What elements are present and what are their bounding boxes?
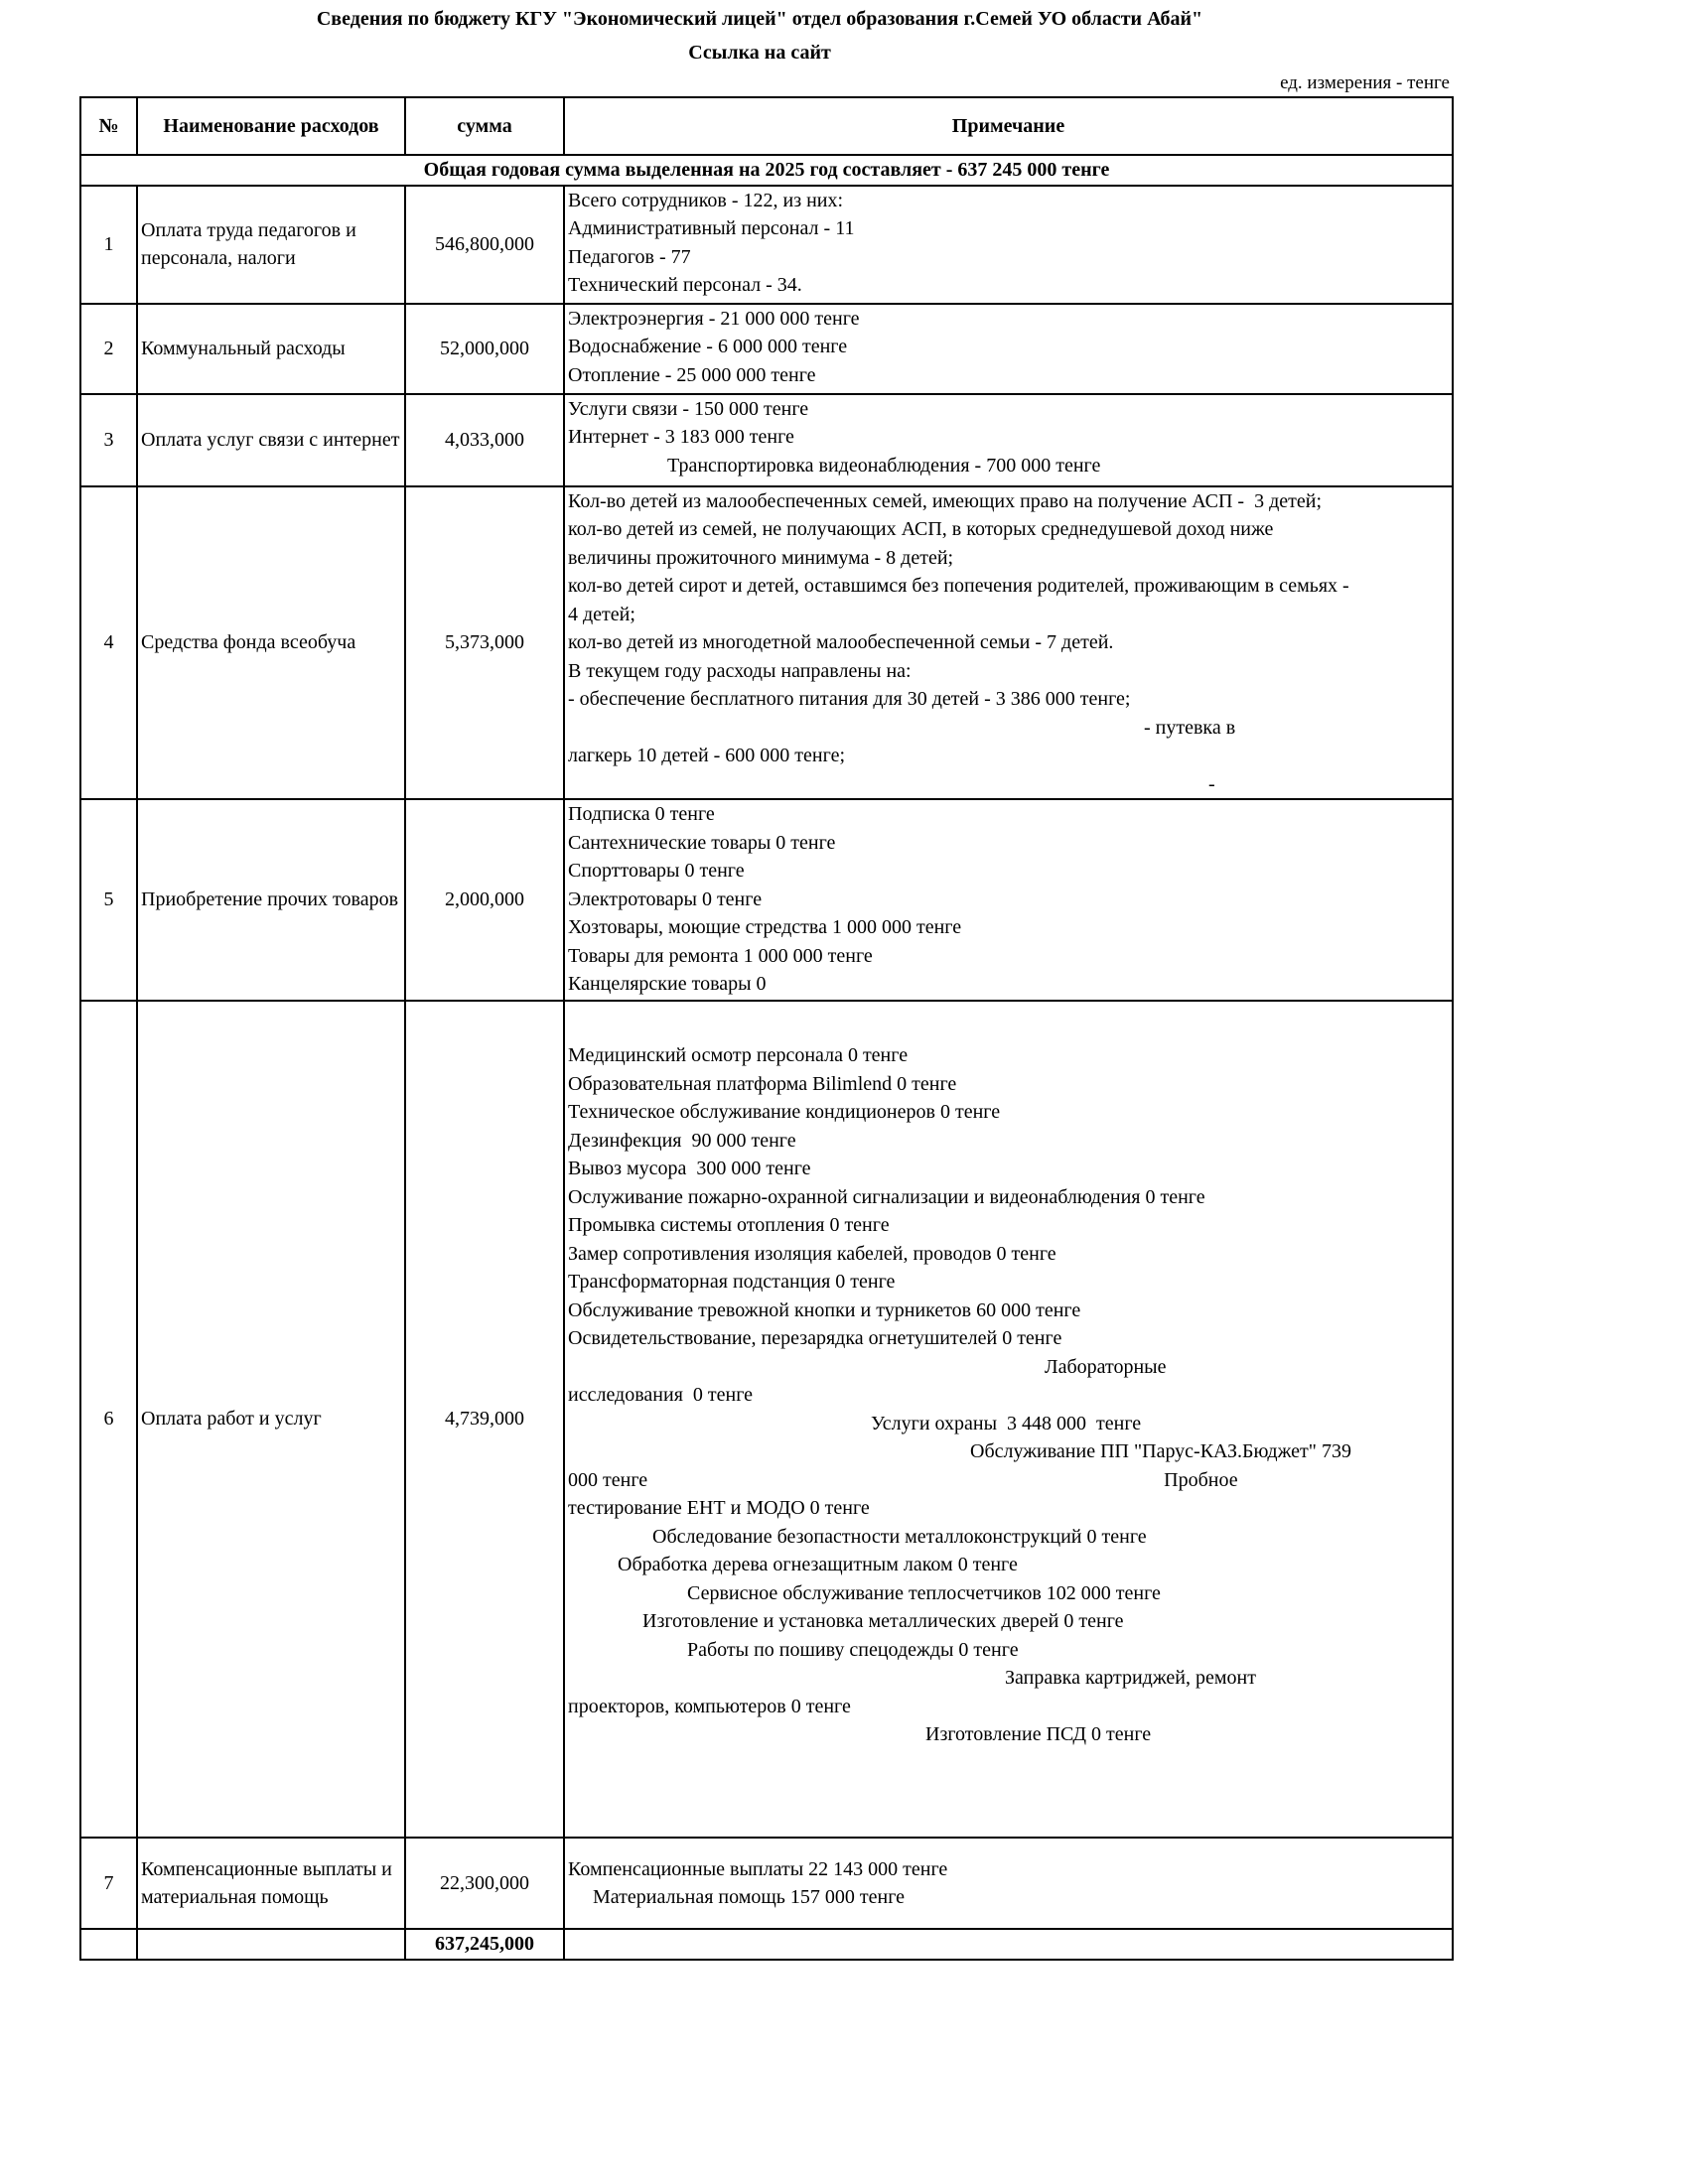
table-row (80, 186, 1453, 304)
row-number: 7 (80, 1838, 137, 1929)
empty-cell (80, 1929, 137, 1960)
expense-sum: 546,800,000 (405, 186, 564, 304)
note-line: Отопление - 25 000 000 тенге (568, 363, 816, 386)
table-row (80, 486, 1453, 800)
expense-note (564, 1838, 1453, 1929)
note-line: Электроэнергия - 21 000 000 тенге (568, 307, 860, 330)
note-line: Подписка 0 тенге (568, 803, 715, 825)
note-line: Товары для ремонта 1 000 000 тенге (568, 944, 873, 967)
note-line: кол-во детей из многодетной малообеспеченной семьи - 7 детей. (568, 631, 1114, 653)
note-line: Медицинский осмотр персонала 0 тенге (568, 1044, 909, 1066)
note-line: - (568, 772, 1215, 795)
row-number: 3 (80, 394, 137, 486)
note-line: Лабораторные (568, 1355, 1167, 1378)
note-line: Обследование безопастности металлоконструкций 0 тенге (568, 1525, 1147, 1548)
note-line: Административный персонал - 11 (568, 217, 855, 239)
column-header-expense-name: Наименование расходов (137, 97, 405, 155)
note-line: Услуги связи - 150 000 тенге (568, 397, 809, 420)
row-number: 4 (80, 486, 137, 800)
note-line: - путевка в (568, 716, 1236, 739)
note-line: лагкерь 10 детей - 600 000 тенге; (568, 745, 846, 766)
column-header-note: Примечание (564, 97, 1453, 155)
note-line: проекторов, компьютеров 0 тенге (568, 1695, 851, 1717)
budget-table (79, 96, 1454, 1961)
note-line: Дезинфекция 90 000 тенге (568, 1129, 796, 1152)
expense-sum: 2,000,000 (405, 799, 564, 1001)
note-line: тестирование ЕНТ и МОДО 0 тенге (568, 1497, 870, 1519)
note-line: Работы по пошиву спецодежды 0 тенге (568, 1638, 1019, 1661)
note-line: исследования 0 тенге (568, 1384, 754, 1406)
row-number: 1 (80, 186, 137, 304)
empty-cell (137, 1929, 405, 1960)
expense-note (564, 486, 1453, 800)
row-number: 2 (80, 304, 137, 394)
note-line: Педагогов - 77 (568, 245, 691, 268)
table-row (80, 394, 1453, 486)
note-line: Интернет - 3 183 000 тенге (568, 426, 794, 448)
expense-sum: 5,373,000 (405, 486, 564, 800)
note-line: В текущем году расходы направлены на: (568, 659, 912, 682)
note-line: Транспортировка видеонаблюдения - 700 000 тенге (568, 454, 1101, 477)
row-number: 5 (80, 799, 137, 1001)
note-line: Трансформаторная подстанция 0 тенге (568, 1271, 896, 1293)
note-line: Изготовление и установка металлических дверей 0 тенге (568, 1610, 1124, 1632)
note-line: Вывоз мусора 300 000 тенге (568, 1158, 811, 1179)
note-line: Заправка картриджей, ремонт (568, 1667, 1256, 1689)
note-line: Компенсационные выплаты 22 143 000 тенге (568, 1857, 948, 1880)
expense-name: Оплата труда педагогов и персонала, налоги (137, 186, 405, 304)
units-label: ед. измерения - тенге (1280, 72, 1450, 93)
expense-note (564, 304, 1453, 394)
note-line: Оcлуживание пожарно-охранной сигнализации и видеонаблюдения 0 тенге (568, 1185, 1205, 1208)
note-line: Материальная помощь 157 000 тенге (568, 1886, 906, 1908)
note-line: 000 тенге Пробное (568, 1468, 1238, 1491)
expense-note (564, 799, 1453, 1001)
table-row (80, 799, 1453, 1001)
note-line: Освидетельствование, перезарядка огнетушителей 0 тенге (568, 1327, 1062, 1349)
table-row (80, 304, 1453, 394)
table-row (80, 1838, 1453, 1929)
note-line: Спорттовары 0 тенге (568, 860, 745, 882)
expense-name: Оплата работ и услуг (137, 1001, 405, 1838)
note-line: Хозтовары, моющие стредства 1 000 000 тенге (568, 916, 962, 938)
note-line: Водоснабжение - 6 000 000 тенге (568, 336, 848, 357)
note-line: кол-во детей из семей, не получающих АСП, в которых среднедушевой доход ниже (568, 518, 1274, 540)
note-line: Обслуживание ПП "Парус-КАЗ.Бюджет" 739 (568, 1440, 1351, 1462)
column-header-sum: сумма (405, 97, 564, 155)
note-line: Канцелярские товары 0 (568, 973, 767, 995)
note-line: - обеспечение бесплатного питания для 30 детей - 3 386 000 тенге; (568, 688, 1131, 710)
note-line: Образовательная платформа Bilimlend 0 тенге (568, 1072, 957, 1095)
note-line: Промывка системы отопления 0 тенге (568, 1214, 890, 1236)
grand-total-sum: 637,245,000 (405, 1929, 564, 1960)
annual-total-text: Общая годовая сумма выделенная на 2025 год составляет - 637 245 000 тенге (80, 155, 1453, 186)
expense-name: Оплата услуг связи с интернет (137, 394, 405, 486)
note-line: Сервисное обслуживание теплосчетчиков 102 000 тенге (568, 1581, 1161, 1604)
note-line: Всего сотрудников - 122, из них: (568, 189, 844, 211)
expense-note (564, 1001, 1453, 1838)
expense-sum: 22,300,000 (405, 1838, 564, 1929)
expense-name: Компенсационные выплаты и материальная помощь (137, 1838, 405, 1929)
expense-name: Средства фонда всеобуча (137, 486, 405, 800)
note-line: величины прожиточного минимума - 8 детей; (568, 546, 954, 569)
note-line: Изготовление ПСД 0 тенге (568, 1723, 1152, 1745)
note-line: Сантехнические товары 0 тенге (568, 831, 836, 854)
annual-total-row (80, 155, 1453, 186)
expense-sum: 4,739,000 (405, 1001, 564, 1838)
note-line: Обработка дерева огнезащитным лаком 0 тенге (568, 1554, 1018, 1575)
expense-sum: 4,033,000 (405, 394, 564, 486)
note-line: 4 детей; (568, 603, 635, 625)
empty-cell (564, 1929, 1453, 1960)
note-line: Услуги охраны 3 448 000 тенге (568, 1412, 1142, 1434)
column-header-number: № (80, 97, 137, 155)
note-line: Технический персонал - 34. (568, 274, 802, 296)
site-link[interactable]: Ссылка на сайт (688, 42, 831, 64)
expense-note (564, 186, 1453, 304)
note-line: Техническое обслуживание кондиционеров 0 тенге (568, 1101, 1001, 1123)
expense-note (564, 394, 1453, 486)
note-line: Замер сопротивления изоляция кабелей, проводов 0 тенге (568, 1242, 1056, 1265)
note-line: Электротовары 0 тенге (568, 887, 763, 910)
note-line: Обслуживание тревожной кнопки и турникетов 60 000 тенге (568, 1298, 1081, 1321)
document-title: Сведения по бюджету КГУ "Экономический лицей" отдел образования г.Семей УО области Абай" (316, 8, 1203, 30)
grand-total-row (80, 1929, 1453, 1960)
row-number: 6 (80, 1001, 137, 1838)
table-row (80, 1001, 1453, 1838)
note-line: Кол-во детей из малообеспеченных семей, имеющих право на получение АСП - 3 детей; (568, 489, 1323, 512)
expense-sum: 52,000,000 (405, 304, 564, 394)
expense-name: Приобретение прочих товаров (137, 799, 405, 1001)
note-line: кол-во детей сирот и детей, оставшимся без попечения родителей, проживающим в семьях - (568, 575, 1349, 597)
table-header-row (80, 97, 1453, 155)
expense-name: Коммунальный расходы (137, 304, 405, 394)
